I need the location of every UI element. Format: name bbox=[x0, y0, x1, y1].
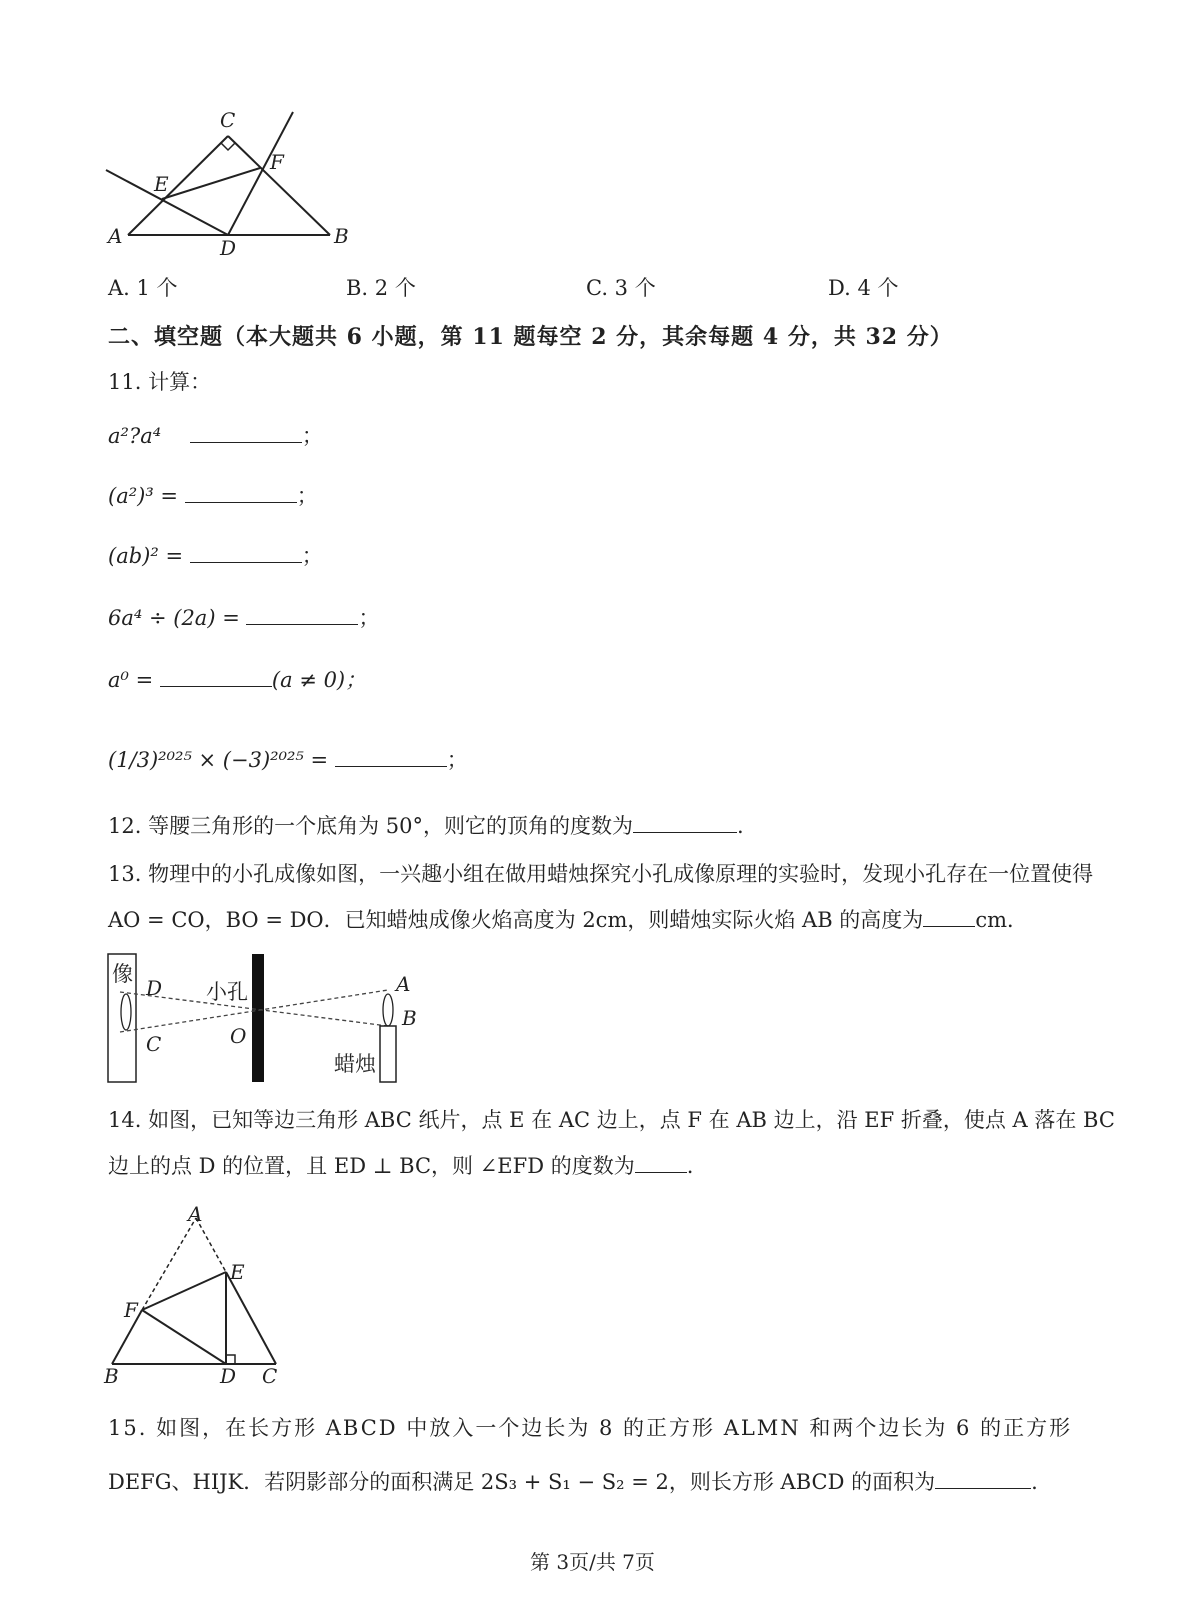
q12 bbox=[108, 814, 744, 838]
q11-item-2-suffix: ； bbox=[296, 484, 318, 508]
q14-label-F: F bbox=[124, 1298, 138, 1322]
q10-option-b: B. 2 个 bbox=[346, 276, 416, 300]
q11-item-3 bbox=[108, 544, 323, 568]
side-EC bbox=[226, 1272, 276, 1364]
q15-answer-blank[interactable] bbox=[935, 1470, 1031, 1489]
dashed-FA bbox=[142, 1218, 196, 1310]
pinhole-figure bbox=[100, 948, 430, 1090]
q14-label-C: C bbox=[262, 1364, 278, 1388]
q13-unit: cm． bbox=[975, 908, 1028, 932]
right-angle-mark-C bbox=[221, 143, 235, 150]
q10-label-F: F bbox=[270, 150, 284, 174]
q11-item-5-suffix: (a ≠ 0)； bbox=[271, 668, 367, 692]
q14-line2-text: 边上的点 D 的位置，且 ED ⊥ BC，则 ∠EFD 的度数为 bbox=[108, 1154, 635, 1178]
q11-answer-blank-1[interactable] bbox=[190, 424, 302, 443]
q15-end: . bbox=[1031, 1470, 1038, 1494]
pinhole-board bbox=[252, 954, 264, 1082]
q11-item-1-suffix: ； bbox=[301, 424, 323, 448]
q11-item-4-suffix: ； bbox=[358, 606, 380, 630]
q11-item-4 bbox=[108, 606, 379, 630]
q15-line2 bbox=[108, 1470, 1038, 1494]
q11-item-6-suffix: ； bbox=[446, 748, 468, 772]
fold-EF bbox=[142, 1272, 226, 1310]
q11-stem: 11. 计算： bbox=[108, 370, 212, 394]
q10-label-E: E bbox=[154, 172, 169, 196]
label-A: A bbox=[396, 972, 411, 996]
right-angle-mark-D bbox=[226, 1355, 235, 1364]
label-hole: 小孔 bbox=[206, 980, 248, 1004]
label-candle: 蜡烛 bbox=[334, 1052, 376, 1076]
q15-line2-text: DEFG、HIJK．若阴影部分的面积满足 2S₃ + S₁ − S₂ = 2，则长方形 ABCD 的面积为 bbox=[108, 1470, 936, 1494]
q12-text: 12. 等腰三角形的一个底角为 50°，则它的顶角的度数为 bbox=[108, 814, 633, 838]
q11-item-3-expr: (ab)² = bbox=[108, 544, 184, 568]
q11-item-6-expr: (1/3)²⁰²⁵ × (−3)²⁰²⁵ = bbox=[108, 748, 329, 772]
line-AC bbox=[128, 136, 228, 235]
q11-answer-blank-6[interactable] bbox=[335, 748, 447, 767]
q11-answer-blank-3[interactable] bbox=[190, 544, 302, 563]
label-B: B bbox=[402, 1006, 417, 1030]
label-C: C bbox=[146, 1032, 162, 1056]
q14-line2 bbox=[108, 1154, 693, 1178]
q15-line1: 15. 如图，在长方形 ABCD 中放入一个边长为 8 的正方形 ALMN 和两个边长为 6 的正方形 bbox=[108, 1416, 1073, 1440]
page-footer: 第 3页/共 7页 bbox=[530, 1550, 655, 1574]
label-D: D bbox=[146, 976, 163, 1000]
q10-label-A: A bbox=[108, 224, 123, 248]
q14-label-A: A bbox=[188, 1202, 203, 1226]
q11-item-5-expr: a⁰ = bbox=[108, 668, 154, 692]
q10-option-c: C. 3 个 bbox=[586, 276, 656, 300]
q13-line2-text: AO = CO，BO = DO．已知蜡烛成像火焰高度为 2cm，则蜡烛实际火焰 AB 的高度为 bbox=[108, 908, 924, 932]
q13-line1: 13. 物理中的小孔成像如图，一兴趣小组在做用蜡烛探究小孔成像原理的实验时，发现小孔存在一位置使得 bbox=[108, 862, 1094, 886]
line-EF bbox=[162, 168, 260, 199]
q10-option-a: A. 1 个 bbox=[108, 276, 178, 300]
fold-triangle-figure bbox=[100, 1200, 300, 1380]
q10-option-d: D. 4 个 bbox=[828, 276, 899, 300]
label-image: 像 bbox=[112, 962, 133, 986]
dashed-AE bbox=[196, 1218, 226, 1272]
q14-answer-blank[interactable] bbox=[635, 1154, 687, 1173]
q14-label-E: E bbox=[230, 1260, 245, 1284]
q12-end: . bbox=[736, 814, 744, 838]
q14-label-D: D bbox=[220, 1364, 237, 1388]
q10-label-C: C bbox=[220, 108, 236, 132]
q11-item-1-expr: a²?a⁴ bbox=[108, 424, 162, 448]
q11-item-6 bbox=[108, 748, 468, 772]
segment-FD bbox=[142, 1310, 226, 1364]
q13-line2 bbox=[108, 908, 1028, 932]
image-flame bbox=[121, 994, 131, 1030]
q11-answer-blank-2[interactable] bbox=[185, 484, 297, 503]
q12-answer-blank[interactable] bbox=[633, 814, 737, 833]
label-O: O bbox=[230, 1024, 247, 1048]
q14-label-B: B bbox=[104, 1364, 119, 1388]
q14-line1: 14. 如图，已知等边三角形 ABC 纸片，点 E 在 AC 边上，点 F 在 AB 边上，沿 EF 折叠，使点 A 落在 BC bbox=[108, 1108, 1115, 1132]
q11-item-5 bbox=[108, 668, 366, 692]
q11-answer-blank-4[interactable] bbox=[246, 606, 358, 625]
q14-end: . bbox=[686, 1154, 694, 1178]
q10-label-B: B bbox=[334, 224, 349, 248]
section-heading: 二、填空题（本大题共 6 小题，第 11 题每空 2 分，其余每题 4 分，共 32 分） bbox=[108, 324, 953, 350]
q11-item-2 bbox=[108, 484, 318, 508]
q11-item-3-suffix: ； bbox=[301, 544, 323, 568]
q10-label-D: D bbox=[220, 236, 237, 260]
q11-answer-blank-5[interactable] bbox=[160, 668, 272, 687]
candle-flame bbox=[383, 994, 393, 1026]
q13-answer-blank[interactable] bbox=[923, 908, 975, 927]
q11-item-1 bbox=[108, 424, 323, 448]
candle-body bbox=[380, 1026, 396, 1082]
q11-item-4-expr: 6a⁴ ÷ (2a) = bbox=[108, 606, 240, 630]
q11-item-2-expr: (a²)³ = bbox=[108, 484, 179, 508]
